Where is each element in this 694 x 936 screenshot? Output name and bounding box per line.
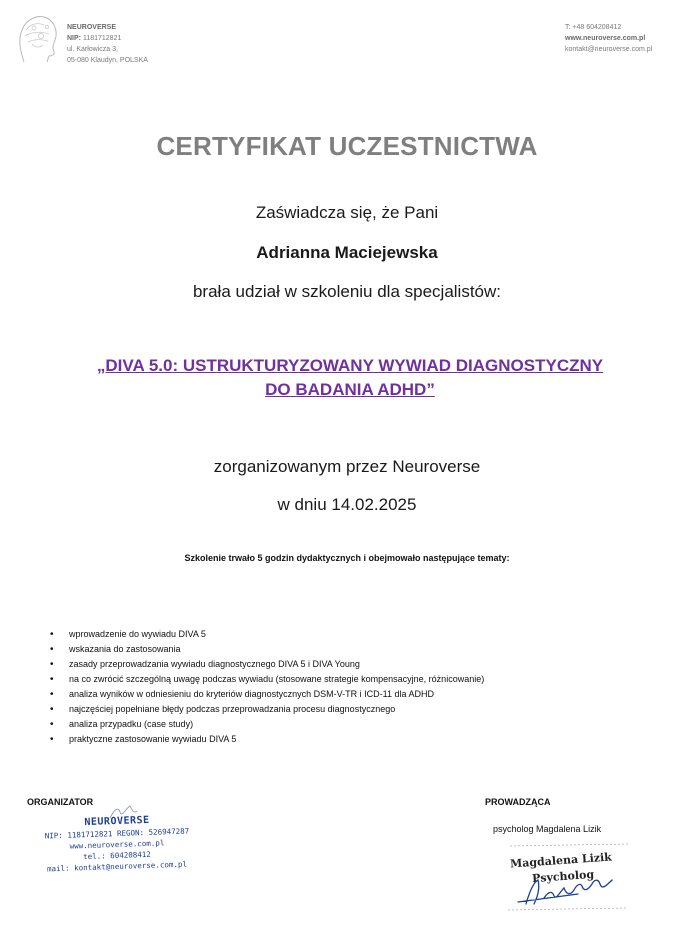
company-name: NEUROVERSE — [67, 24, 117, 31]
certificate-title: CERTYFIKAT UCZESTNICTWA — [156, 131, 538, 161]
lead-label: PROWADZĄCA — [485, 797, 551, 807]
course-title-line-2: DO BADANIA ADHD” — [265, 380, 435, 399]
lead-name: psycholog Magdalena Lizik — [493, 824, 602, 834]
organizer-line: zorganizowanym przez Neuroverse — [213, 457, 481, 476]
organizer-stamp — [32, 804, 202, 880]
attestation-line: Zaświadcza się, że Pani — [255, 203, 439, 222]
topics-list — [50, 627, 484, 747]
list-item: • praktyczne zastosowanie wywiadu DIVA 5 — [50, 732, 484, 747]
company-nip — [67, 33, 148, 44]
handwritten-signature-icon — [504, 842, 634, 912]
list-item: • wprowadzenie do wywiadu DIVA 5 — [50, 627, 484, 642]
list-item: • na co zwrócić szczególną uwagę podczas wywiadu (stosowane strategie kompensacyjne, różnicowanie) — [50, 672, 484, 687]
lead-signature-stamp — [504, 842, 634, 912]
signature-stamp-name: Magdalena Lizik — [509, 850, 613, 871]
company-info — [67, 22, 148, 66]
nip-value: 1181712821 — [82, 35, 122, 42]
contact-info — [565, 22, 652, 55]
list-item: • analiza przypadku (case study) — [50, 717, 484, 732]
nip-label: NIP: — [67, 35, 81, 42]
list-item: • najczęściej popełniane błędy podczas przeprowadzania procesu diagnostycznego — [50, 702, 484, 717]
contact-email: kontakt@neuroverse.com.pl — [565, 46, 653, 53]
company-street: ul. Karłowicza 3, — [67, 46, 118, 53]
participant-name: Adrianna Maciejewska — [256, 243, 438, 262]
company-city: 05-080 Klaudyn, POLSKA — [67, 57, 148, 64]
stamp-website: www.neuroverse.com.pl — [69, 838, 165, 851]
contact-phone: T: +48 604208412 — [565, 24, 622, 31]
stamp-nip: NIP: 1181712821 REGON: 526947287 — [44, 826, 190, 841]
stamp-company-name: NEUROVERSE — [84, 814, 150, 829]
list-item: • wskazania do zastosowania — [50, 642, 484, 657]
stamp-phone: tel.: 604208412 — [82, 849, 151, 862]
list-item: • analiza wyników w odniesieniu do kryteriów diagnostycznych DSM-V-TR i ICD-11 dla ADHD — [50, 687, 484, 702]
organizer-label: ORGANIZATOR — [27, 797, 94, 807]
training-intro: Szkolenie trwało 5 godzin dydaktycznych i obejmowało następujące tematy: — [184, 553, 510, 563]
signature-stamp-title: Psycholog — [531, 867, 595, 886]
stamp-email: mail: kontakt@neuroverse.com.pl — [46, 859, 188, 874]
course-title-line-1: „DIVA 5.0: USTRUKTURYZOWANY WYWIAD DIAGNOSTYCZNY — [96, 356, 604, 375]
list-item: • zasady przeprowadzania wywiadu diagnostycznego DIVA 5 i DIVA Young — [50, 657, 484, 672]
participation-line: brała udział w szkoleniu dla specjalistów: — [192, 282, 502, 301]
neuroverse-logo-icon — [14, 10, 60, 66]
contact-website: www.neuroverse.com.pl — [565, 35, 646, 42]
date-line: w dniu 14.02.2025 — [277, 495, 417, 514]
course-title — [60, 354, 640, 402]
